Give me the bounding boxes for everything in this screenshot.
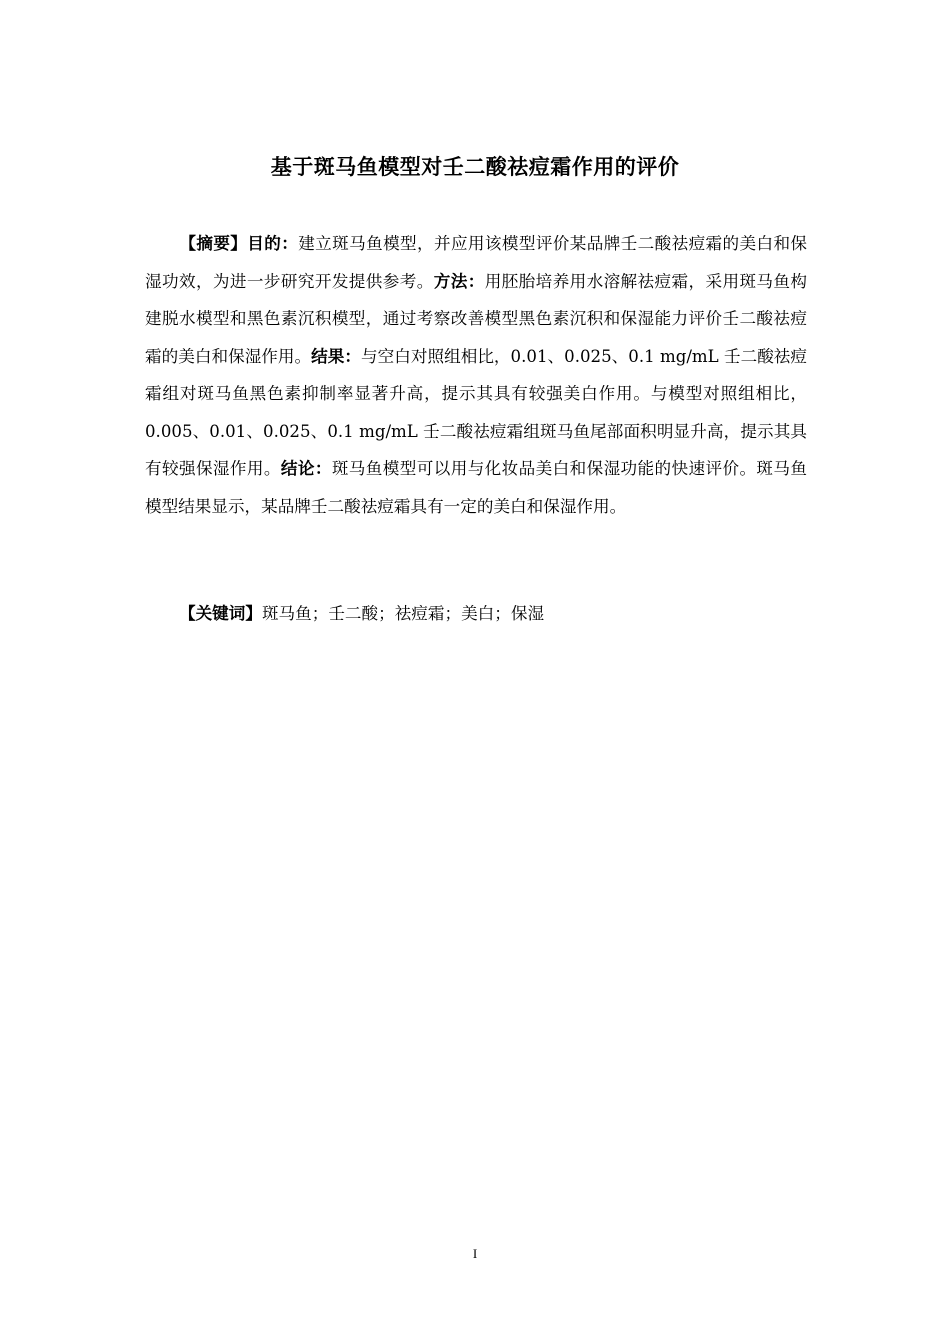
keywords-label: 【关键词】 — [179, 604, 262, 623]
objective-text: 建立斑马鱼模型，并应用该模型评价某品牌壬二酸祛痘霜的美白和保湿功效，为进一步研究开发提供参考。 — [145, 234, 808, 291]
abstract-paragraph — [145, 225, 807, 525]
methods-label: 方法： — [433, 271, 485, 291]
methods-text: 用胚胎培养用水溶解祛痘霜，采用斑马鱼构建脱水模型和黑色素沉积模型，通过考察改善模型黑色素沉积和保湿能力评价壬二酸祛痘霜的美白和保湿作用。 — [145, 271, 807, 366]
objective-label: 目的： — [247, 234, 299, 253]
abstract-heading: 【摘要】 — [179, 234, 248, 253]
keywords-line — [145, 596, 807, 632]
page-number: I — [472, 1246, 478, 1261]
conclusion-text: 斑马鱼模型可以用与化妆品美白和保湿功能的快速评价。斑马鱼模型结果显示，某品牌壬二酸祛痘霜具有一定的美白和保湿作用。 — [145, 459, 807, 516]
keywords-text: 斑马鱼；壬二酸；祛痘霜；美白；保湿 — [261, 604, 545, 623]
results-text: 与空白对照组相比，0.01、0.025、0.1 mg/mL 壬二酸祛痘霜组对斑马鱼黑色素抑制率显著升高，提示其具有较强美白作用。与模型对照组相比，0.005、0.01、0.025、0.1 mg/mL 壬二酸祛痘霜组斑马鱼尾部面积明显升高，提示其具有较强保湿作用。 — [145, 346, 808, 478]
paper-title: 基于斑马鱼模型对壬二酸祛痘霜作用的评价 — [270, 155, 680, 179]
results-label: 结果： — [311, 346, 362, 366]
conclusion-label: 结论： — [280, 459, 332, 478]
